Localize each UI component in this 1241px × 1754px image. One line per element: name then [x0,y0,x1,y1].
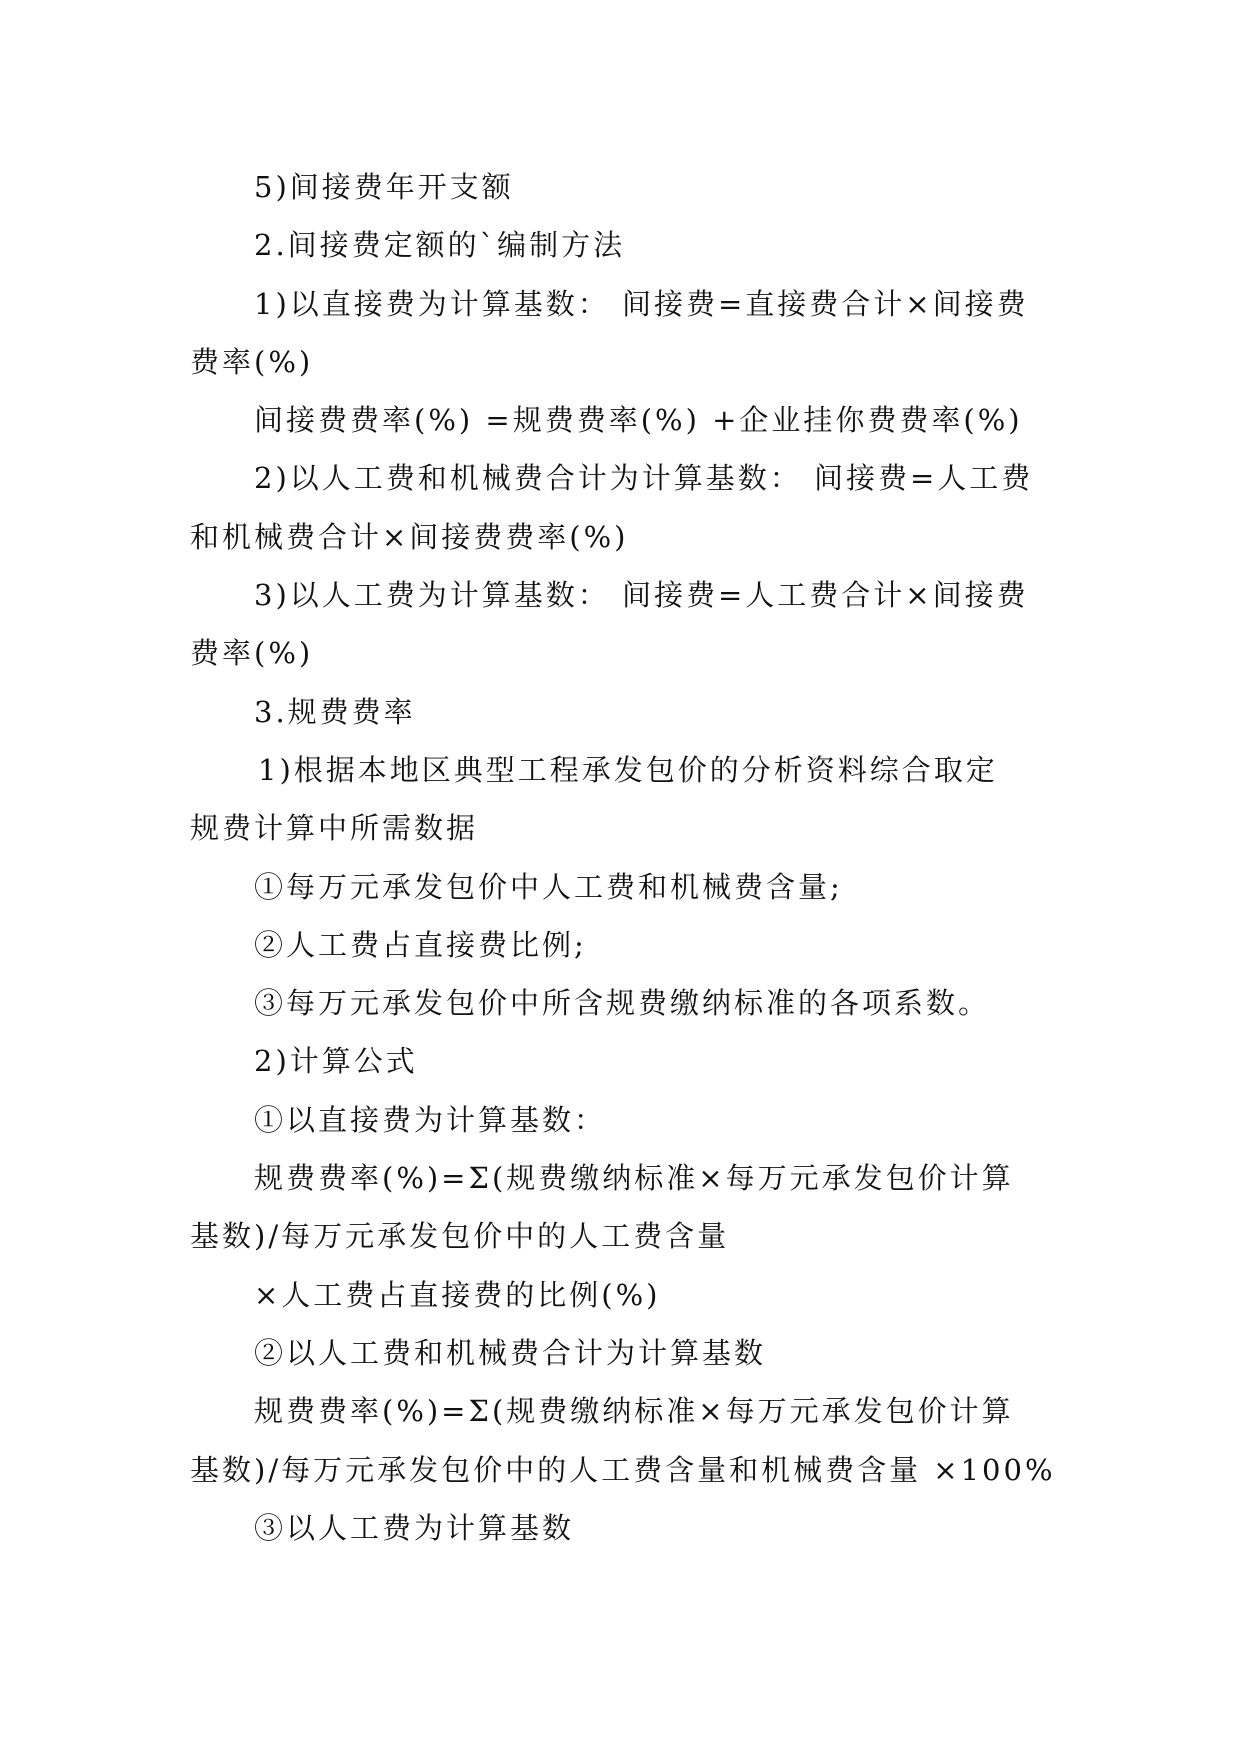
text-line: 3)以人工费为计算基数： 间接费=人工费合计×间接费 [254,578,1029,613]
text-line: 费率(%) [190,636,314,671]
formula-line: 基数)/每万元承发包价中的人工费含量和机械费含量 ×100% [190,1452,1056,1487]
text-line: 2)以人工费和机械费合计为计算基数： 间接费=人工费 [254,461,1034,496]
text-line: 费率(%) [190,344,314,379]
formula-line: ×人工费占直接费的比例(%) [254,1277,661,1312]
document-body [190,158,1056,1557]
list-item: ①每万元承发包价中人工费和机械费含量; [254,869,843,904]
text-line: 规费计算中所需数据 [190,811,479,846]
text-line: 和机械费合计×间接费费率(%) [190,519,629,554]
formula-line: 基数)/每万元承发包价中的人工费含量 [190,1219,730,1254]
formula-line: 间接费费率(%) =规费费率(%) +企业挂你费费率(%) [254,403,1023,438]
list-item: ①以直接费为计算基数： [254,1102,607,1137]
section-heading: 2.间接费定额的`编制方法 [254,228,626,263]
section-heading: 3.规费费率 [254,694,416,729]
text-line: 1)以直接费为计算基数： 间接费=直接费合计×间接费 [254,286,1029,321]
list-item: ③以人工费为计算基数 [254,1510,575,1545]
text-line: 1)根据本地区典型工程承发包价的分析资料综合取定 [258,752,998,787]
text-line: 2)计算公式 [254,1044,418,1079]
list-item: ②人工费占直接费比例; [254,927,587,962]
list-item: ②以人工费和机械费合计为计算基数 [254,1335,767,1370]
list-item: ③每万元承发包价中所含规费缴纳标准的各项系数。 [254,986,991,1021]
text-line: 5)间接费年开支额 [254,170,514,204]
formula-line: 规费费率(%)=Σ(规费缴纳标准×每万元承发包价计算 [254,1161,1014,1196]
formula-line: 规费费率(%)=Σ(规费缴纳标准×每万元承发包价计算 [254,1394,1014,1429]
